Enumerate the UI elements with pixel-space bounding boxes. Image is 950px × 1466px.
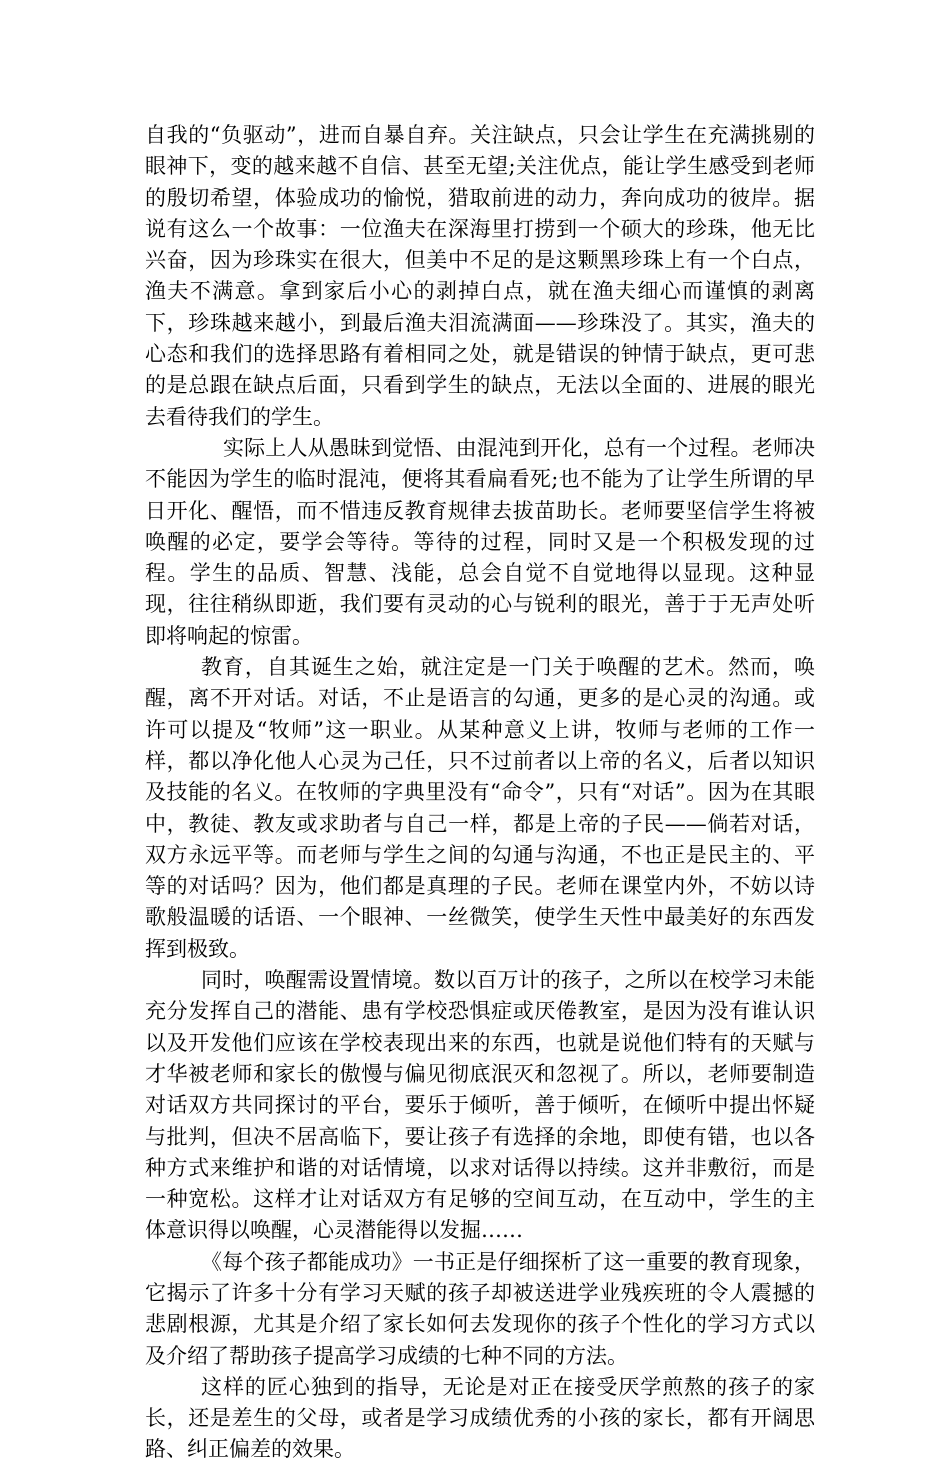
paragraph-3: 教育，自其诞生之始，就注定是一门关于唤醒的艺术。然而，唤醒，离不开对话。对话，不止是语言的勾通，更多的是心灵的沟通。或许可以提及“牧师”这一职业。从某种意义上讲，牧师与老师的工作一样，都以净化他人心灵为己任，只不过前者以上帝的名义，后者以知识及技能的名义。在牧师的字典里没有“命令”，只有“对话”。因为在其眼中，教徒、教友或求助者与自己一样，都是上帝的子民——倘若对话，双方永远平等。而老师与学生之间的勾通与沟通，不也正是民主的、平等的对话吗？因为，他们都是真理的子民。老师在课堂内外，不妨以诗歌般温暖的话语、一个眼神、一丝微笑，使学生天性中最美好的东西发挥到极致。 bbox=[145, 655, 815, 961]
document-body bbox=[145, 120, 815, 1466]
paragraph-6: 这样的匠心独到的指导，无论是对正在接受厌学煎熬的孩子的家长，还是差生的父母，或者是学习成绩优秀的小孩的家长，都有开阔思路、纠正偏差的效果。 bbox=[145, 1374, 815, 1462]
paragraph-1: 自我的“负驱动”，进而自暴自弃。关注缺点，只会让学生在充满挑剔的眼神下，变的越来越不自信、甚至无望;关注优点，能让学生感受到老师的殷切希望，体验成功的愉悦，猎取前进的动力，奔向成功的彼岸。据说有这么一个故事：一位渔夫在深海里打捞到一个硕大的珍珠，他无比兴奋，因为珍珠实在很大，但美中不足的是这颗黑珍珠上有一个白点，渔夫不满意。拿到家后小心的剥掉白点，就在渔夫细心而谨慎的剥离下，珍珠越来越小，到最后渔夫泪流满面——珍珠没了。其实，渔夫的心态和我们的选择思路有着相同之处，就是错误的钟情于缺点，更可悲的是总跟在缺点后面，只看到学生的缺点，无法以全面的、进展的眼光去看待我们的学生。 bbox=[145, 123, 815, 429]
paragraph-5: 《每个孩子都能成功》一书正是仔细探析了这一重要的教育现象，它揭示了许多十分有学习天赋的孩子却被送进学业残疾班的令人震撼的悲剧根源，尤其是介绍了家长如何去发现你的孩子个性化的学习方式以及介绍了帮助孩子提高学习成绩的七种不同的方法。 bbox=[145, 1249, 815, 1368]
paragraph-4: 同时，唤醒需设置情境。数以百万计的孩子，之所以在校学习未能充分发挥自己的潜能、患有学校恐惧症或厌倦教室，是因为没有谁认识以及开发他们应该在学校表现出来的东西，也就是说他们特有的天赋与才华被老师和家长的傲慢与偏见彻底泯灭和忽视了。所以，老师要制造对话双方共同探讨的平台，要乐于倾听，善于倾听，在倾听中提出怀疑与批判，但决不居高临下，要让孩子有选择的余地，即使有错，也以各种方式来维护和谐的对话情境，以求对话得以持续。这并非敷衍，而是一种宽松。这样才让对话双方有足够的空间互动，在互动中，学生的主体意识得以唤醒，心灵潜能得以发掘…… bbox=[145, 968, 815, 1243]
paragraph-2: 实际上人从愚昧到觉悟、由混沌到开化，总有一个过程。老师决不能因为学生的临时混沌，便将其看扁看死;也不能为了让学生所谓的早日开化、醒悟，而不惜违反教育规律去拔苗助长。老师要坚信学生将被唤醒的必定，要学会等待。等待的过程，同时又是一个积极发现的过程。学生的品质、智慧、浅能，总会自觉不自觉地得以显现。这种显现，往往稍纵即逝，我们要有灵动的心与锐利的眼光，善于于无声处听即将响起的惊雷。 bbox=[145, 435, 815, 648]
